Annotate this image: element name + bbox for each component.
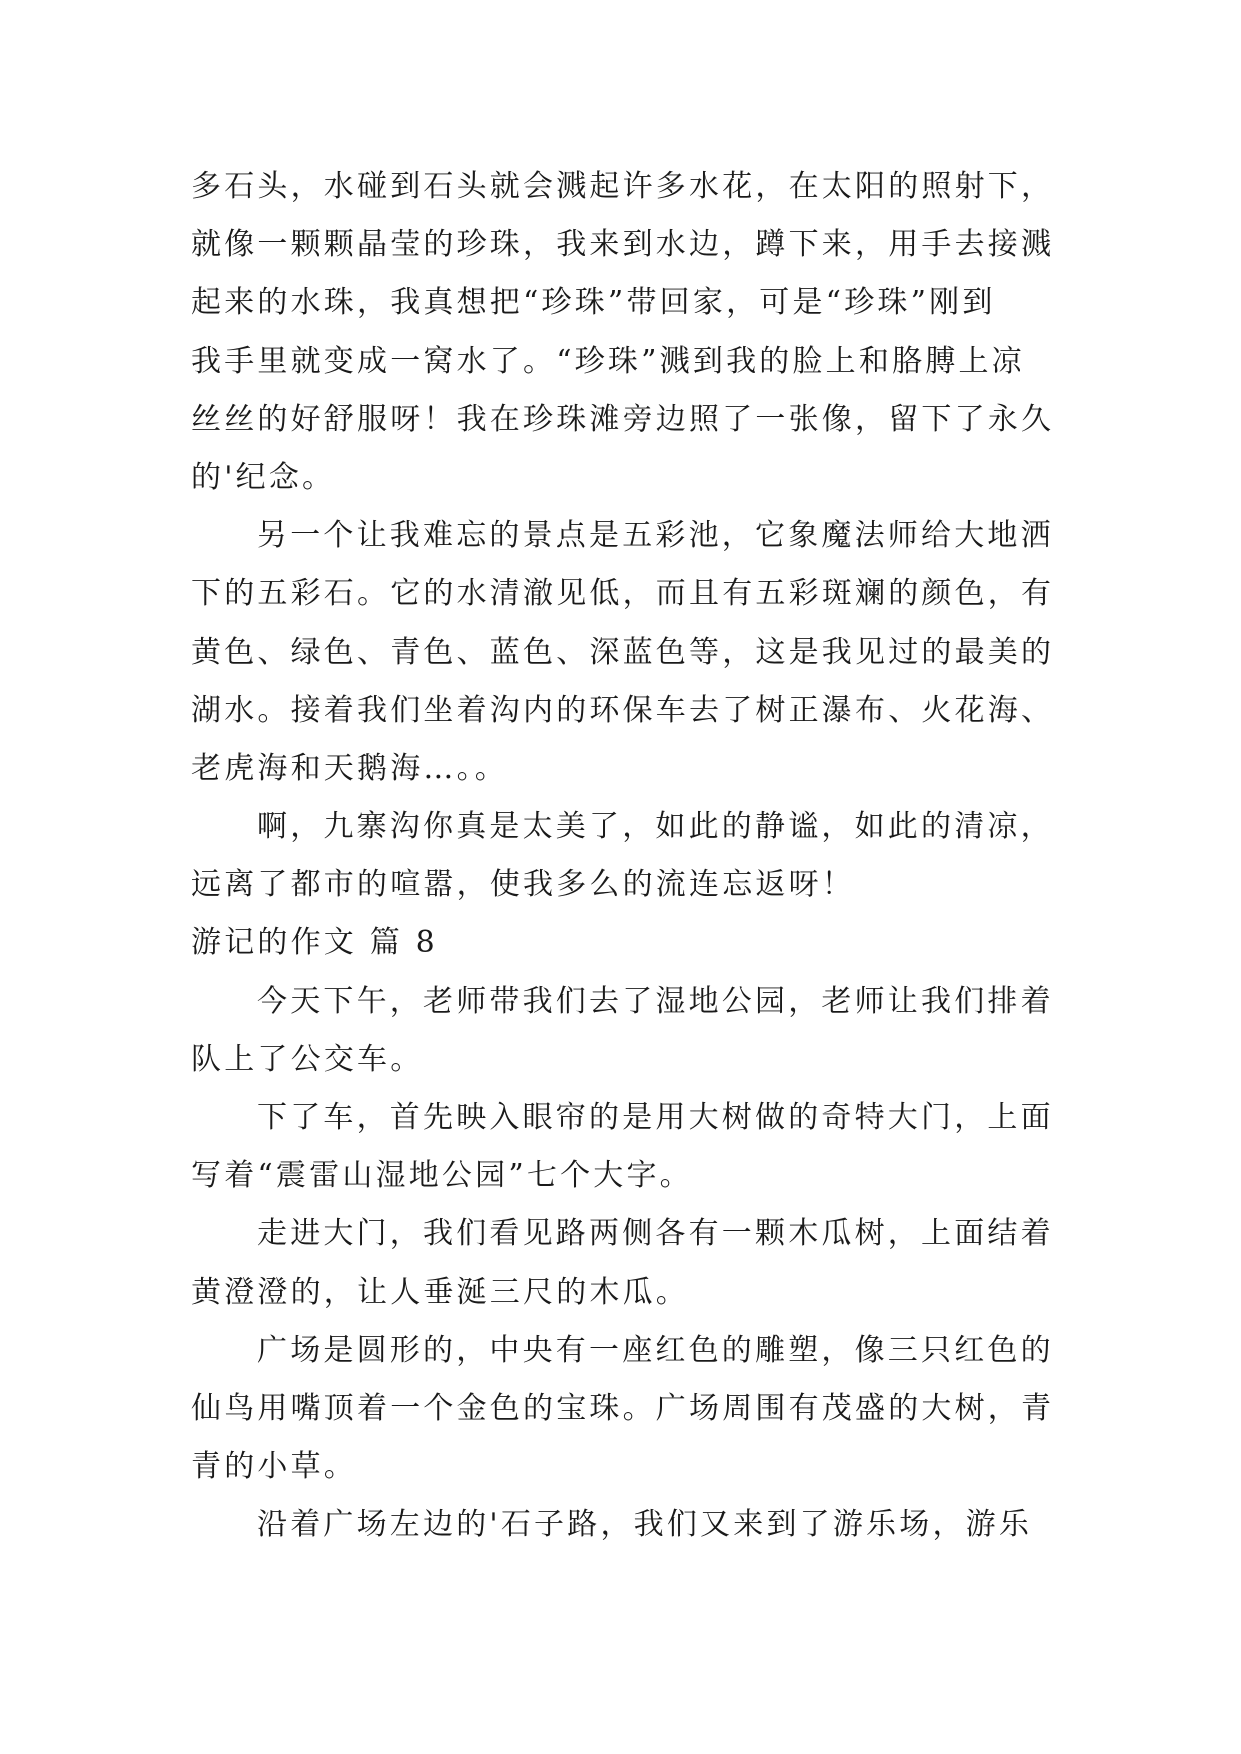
text-line: 老虎海和天鹅海…。。 xyxy=(191,750,508,786)
text-line: 青的小草。 xyxy=(191,1449,357,1485)
text-line: 队上了公交车。 xyxy=(191,1041,424,1077)
text-line: 丝丝的好舒服呀！我在珍珠滩旁边照了一张像，留下了永久 xyxy=(191,401,1055,437)
text-line: 今天下午，老师带我们去了湿地公园，老师让我们排着 xyxy=(257,983,1054,1019)
text-line: 黄澄澄的，让人垂涎三尺的木瓜。 xyxy=(191,1274,689,1310)
text-line: 远离了都市的喧嚣，使我多么的流连忘返呀！ xyxy=(191,867,855,903)
text-line: 黄色、绿色、青色、蓝色、深蓝色等，这是我见过的最美的 xyxy=(191,634,1055,670)
text-line: 多石头，水碰到石头就会溅起许多水花，在太阳的照射下， xyxy=(191,169,1055,204)
text-line: 啊，九寨沟你真是太美了，如此的静谧，如此的清凉， xyxy=(257,809,1054,845)
text-line: 下的五彩石。它的水清澈见低，而且有五彩斑斓的颜色，有 xyxy=(191,576,1055,612)
text-line: 起来的水珠，我真想把“珍珠”带回家，可是“珍珠”刚到 xyxy=(191,285,996,321)
article-body xyxy=(191,158,1071,1555)
text-line: 写着“震雷山湿地公园”七个大字。 xyxy=(191,1158,693,1194)
text-line: 的'纪念。 xyxy=(191,459,336,495)
text-line: 湖水。接着我们坐着沟内的环保车去了树正瀑布、火花海、 xyxy=(191,692,1055,728)
text-line: 下了车，首先映入眼帘的是用大树做的奇特大门，上面 xyxy=(257,1100,1054,1135)
text-line: 走进大门，我们看见路两侧各有一颗木瓜树，上面结着 xyxy=(257,1216,1054,1252)
text-line: 就像一颗颗晶莹的珍珠，我来到水边，蹲下来，用手去接溅 xyxy=(191,227,1055,263)
text-line: 广场是圆形的，中央有一座红色的雕塑，像三只红色的 xyxy=(257,1332,1054,1368)
text-line: 我手里就变成一窝水了。“珍珠”溅到我的脸上和胳膊上凉 xyxy=(191,343,1025,379)
text-line: 仙鸟用嘴顶着一个金色的宝珠。广场周围有茂盛的大树，青 xyxy=(191,1390,1055,1426)
text-line: 沿着广场左边的'石子路，我们又来到了游乐场，游乐 xyxy=(257,1507,1033,1543)
section-heading: 游记的作文 篇 8 xyxy=(191,925,438,961)
text-line: 另一个让我难忘的景点是五彩池，它象魔法师给大地洒 xyxy=(257,518,1054,554)
